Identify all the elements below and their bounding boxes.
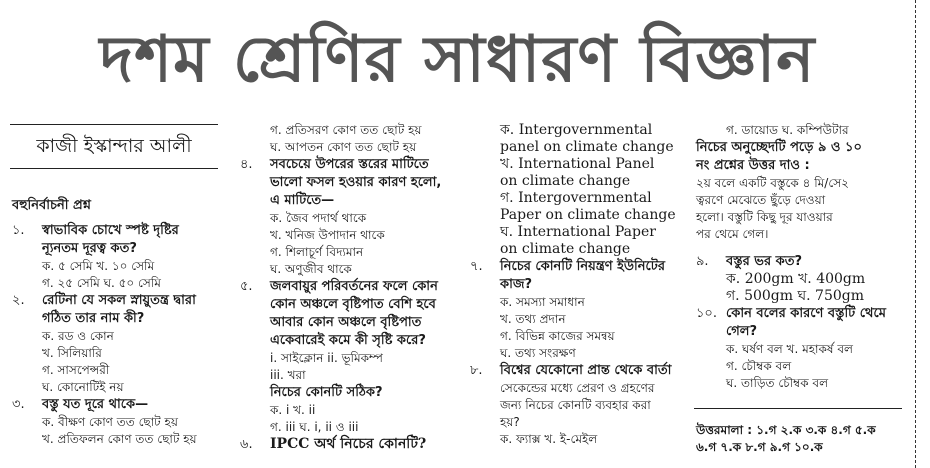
option-line: ঘ. কোনোটিই নয় xyxy=(42,380,124,394)
option-line: ক. রড ও কোন xyxy=(42,329,114,343)
question-10 xyxy=(696,305,911,392)
question-ask: নিচের কোনটি সঠিক? xyxy=(270,385,383,400)
option-line: ক. Intergovernmental xyxy=(500,122,653,138)
question-number: ৪. xyxy=(240,157,253,172)
question-number: ৭. xyxy=(470,259,483,274)
statement-line: iii. খরা xyxy=(270,368,306,382)
question-8 xyxy=(470,362,700,448)
option-line: ঘ. অণুজীব থাকে xyxy=(270,262,352,276)
option-line: গ. সাসপেন্সরী xyxy=(42,363,110,377)
question-number: ৩. xyxy=(12,397,25,412)
question-number: ১. xyxy=(12,223,25,238)
question-number: ৯. xyxy=(696,254,709,269)
question-5 xyxy=(240,278,465,436)
question-number: ৬. xyxy=(240,437,253,452)
passage-text: ত্বরণে মেঝেতে ছুঁড়ে দেওয়া xyxy=(696,193,826,207)
author-top-rule xyxy=(10,124,218,125)
option-line: গ. চৌম্বক বল xyxy=(726,359,792,373)
question-text: বস্তুর ভর কত? xyxy=(726,254,803,269)
column-1 xyxy=(12,222,222,448)
question-text: আবার কোন অঞ্চলে বৃষ্টিপাত xyxy=(270,315,422,330)
option-line: ক. ঘর্ষণ বল খ. মহাকর্ষ বল xyxy=(726,342,853,356)
option-line: গ. ২৫ সেমি ঘ. ৫০ সেমি xyxy=(42,276,161,290)
column-3 xyxy=(470,122,700,448)
question-9 xyxy=(696,253,911,305)
passage-text: হলো। বস্তুটি কিছু দূর যাওয়ার xyxy=(696,210,833,224)
question-text: জন্য নিচের কোনটি ব্যবহার করা xyxy=(500,398,651,412)
column-2 xyxy=(240,122,465,453)
option-line: ক. বীক্ষণ কোণ তত ছোট হয় xyxy=(42,415,178,429)
option-line: ক. ৫ সেমি খ. ১০ সেমি xyxy=(42,259,155,273)
option-line: গ. শিলাচূর্ণ বিদ্যমান xyxy=(270,245,364,259)
option-line: গ. 500gm ঘ. 750gm xyxy=(726,288,864,304)
option-line: গ. ডায়োড ঘ. কম্পিউটার xyxy=(726,123,849,137)
question-text: ভালো ফসল হওয়ার কারণ হলো, xyxy=(270,175,442,190)
question-text: বিশ্বের যেকোনো প্রান্ত থেকে বার্তা xyxy=(500,363,672,378)
column-4 xyxy=(696,122,911,392)
question-number: ৮. xyxy=(470,363,483,378)
question-text: কোন অঞ্চলে বৃষ্টিপাত বেশি হবে xyxy=(270,297,436,312)
section-heading: বহুনির্বাচনী প্রশ্ন xyxy=(12,198,91,213)
question-text: গেল? xyxy=(726,324,758,339)
author-bottom-rule xyxy=(10,168,218,169)
option-line: ক. i খ. ii xyxy=(270,403,316,417)
option-line: খ. প্রতিফলন কোণ তত ছোট হয় xyxy=(42,432,197,446)
question-text: একেবারেই কমে কী সৃষ্টি করে? xyxy=(270,333,426,348)
page-title: দশম শ্রেণির সাধারণ বিজ্ঞান xyxy=(99,23,816,97)
statement-line: i. সাইক্লোন ii. ভূমিকম্প xyxy=(270,351,383,365)
option-line: ঘ. তাড়িত চৌম্বক বল xyxy=(726,376,829,390)
option-line: ঘ. তথ্য সংরক্ষণ xyxy=(500,346,576,360)
option-line: খ. সিলিয়ারি xyxy=(42,346,102,360)
option-line: গ. বিভিন্ন কাজের সমন্বয় xyxy=(500,329,615,343)
option-line: ক. জৈব পদার্থ থাকে xyxy=(270,211,367,225)
passage-text: ২য় বলে একটি বস্তুকে ৪ মি/সে২ xyxy=(696,176,849,190)
option-line: ঘ. International Paper xyxy=(500,224,656,240)
answer-key-line: ৬.গ ৭.ক ৮.গ ৯.গ ১০.ক xyxy=(696,440,823,454)
option-line: খ. International Panel xyxy=(500,156,655,172)
question-6 xyxy=(240,436,465,453)
option-line: গ. iii ঘ. i, ii ও iii xyxy=(270,420,359,434)
question-4 xyxy=(240,156,465,278)
passage-stem: নিচের অনুচ্ছেদটি পড়ে ৯ ও ১০ xyxy=(696,140,862,155)
question-text: ন্যূনতম দূরত্ব কত? xyxy=(42,241,137,256)
right-dashed-border xyxy=(915,0,916,468)
answers-rule xyxy=(694,408,902,409)
question-text: হয়? xyxy=(500,415,520,429)
question-number: ২. xyxy=(12,293,25,308)
question-text: বস্তু যত দূরে থাকে— xyxy=(42,397,149,412)
answer-key xyxy=(696,422,911,456)
option-line: panel on climate change xyxy=(500,139,674,155)
option-line: on climate change xyxy=(500,241,631,257)
question-text: সেকেন্ডের মধ্যে প্রেরণ ও গ্রহণের xyxy=(500,381,655,395)
question-text: এ মাটিতে— xyxy=(270,193,335,208)
option-line: খ. তথ্য প্রদান xyxy=(500,312,566,326)
option-line: গ. Intergovernmental xyxy=(500,190,652,206)
question-text: কোন বলের কারণে বস্তুটি থেমে xyxy=(726,306,886,321)
option-line: ঘ. আপতন কোণ তত ছোট হয় xyxy=(270,140,417,154)
option-line: গ. প্রতিসরণ কোণ তত ছোট হয় xyxy=(270,123,422,137)
question-7 xyxy=(470,258,700,362)
option-line: ক. সমস্যা সমাধান xyxy=(500,295,585,309)
question-number: ১০. xyxy=(696,306,718,321)
question-2 xyxy=(12,292,222,396)
question-text: স্বাভাবিক চোখে স্পষ্ট দৃষ্টির xyxy=(42,223,179,238)
option-line: খ. খনিজ উপাদান থাকে xyxy=(270,228,385,242)
question-text: নিচের কোনটি নিয়ন্ত্রণ ইউনিটের xyxy=(500,259,665,274)
question-text: সবচেয়ে উপরের স্তরের মাটিতে xyxy=(270,157,429,172)
option-line: on climate change xyxy=(500,173,631,189)
question-3 xyxy=(12,396,222,448)
passage-stem: নং প্রশ্নের উত্তর দাও : xyxy=(696,158,810,173)
question-text: রেটিনা যে সকল স্নায়ুতন্ত্র দ্বারা xyxy=(42,293,196,308)
question-text: গঠিত তার নাম কী? xyxy=(42,311,145,326)
question-1 xyxy=(12,222,222,292)
question-text: জলবায়ুর পরিবর্তনের ফলে কোন xyxy=(270,279,438,294)
question-number: ৫. xyxy=(240,279,253,294)
author-name: কাজী ইস্কান্দার আলী xyxy=(36,135,192,157)
question-text: IPCC অর্থ নিচের কোনটি? xyxy=(270,436,427,452)
question-text: কাজ? xyxy=(500,277,533,292)
passage-text: পর থেমে গেল। xyxy=(696,227,769,241)
option-line: Paper on climate change xyxy=(500,207,676,223)
answer-key-line: উত্তরমালা : ১.গ ২.ক ৩.ক ৪.গ ৫.ক xyxy=(696,423,876,437)
option-line: ক. 200gm খ. 400gm xyxy=(726,271,866,287)
option-line: ক. ফ্যাক্স খ. ই-মেইল xyxy=(500,432,598,446)
